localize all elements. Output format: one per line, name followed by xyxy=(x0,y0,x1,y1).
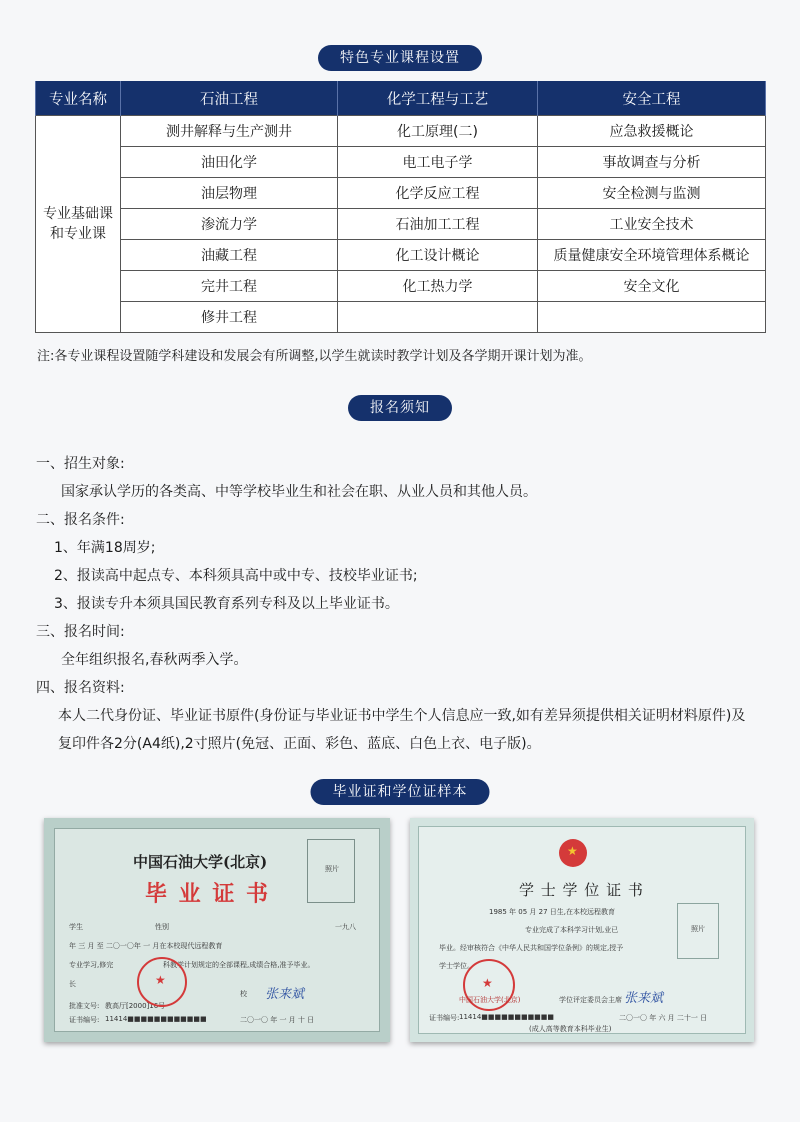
table-row xyxy=(36,302,766,333)
category-cell xyxy=(36,116,121,333)
table-cell: 工业安全技术 xyxy=(538,209,766,240)
table-row xyxy=(36,147,766,178)
table-cell: 化工热力学 xyxy=(338,271,538,302)
notice-condition-1: 1、年满18周岁; xyxy=(54,540,156,556)
table-cell: 渗流力学 xyxy=(121,209,338,240)
cert1-born: 一九八 xyxy=(335,923,356,931)
cert1-principal-signature: 张来斌 xyxy=(265,987,305,1002)
table-cell xyxy=(538,302,766,333)
notice-section-title: 报名须知 xyxy=(348,395,452,421)
table-cell: 修井工程 xyxy=(121,302,338,333)
notice-text-target: 国家承认学历的各类高、中等学校毕业生和社会在职、从业人员和其他人员。 xyxy=(61,484,537,500)
table-cell: 事故调查与分析 xyxy=(538,147,766,178)
cert1-name-label: 长 xyxy=(69,980,76,988)
table-cell: 完井工程 xyxy=(121,271,338,302)
table-cell: 安全文化 xyxy=(538,271,766,302)
cert1-title: 毕 业 证 书 xyxy=(145,882,270,907)
cert1-date: 二〇一〇 年 一 月 十 日 xyxy=(240,1016,315,1024)
table-row xyxy=(36,178,766,209)
table-cell: 油藏工程 xyxy=(121,240,338,271)
national-emblem-icon xyxy=(559,839,587,867)
notice-condition-3: 3、报读专升本须具国民教育系列专科及以上毕业证书。 xyxy=(54,596,399,612)
notice-heading-materials: 四、报名资料: xyxy=(36,680,125,696)
courses-table xyxy=(35,81,766,333)
table-row xyxy=(36,116,766,147)
notice-heading-conditions: 二、报名条件: xyxy=(36,512,125,528)
notice-materials-line: 本人二代身份证、毕业证书原件(身份证与毕业证书中学生个人信息应一致,如有差异须提供相关证明材料原件)及 xyxy=(58,708,746,724)
cert2-photo-label: 照片 xyxy=(691,925,705,933)
header-major-name: 专业名称 xyxy=(36,81,121,116)
category-line: 和专业课 xyxy=(50,226,106,242)
notice-text-materials xyxy=(36,702,766,758)
table-cell: 石油加工工程 xyxy=(338,209,538,240)
table-cell: 化工设计概论 xyxy=(338,240,538,271)
table-cell: 测井解释与生产测井 xyxy=(121,116,338,147)
cert2-date: 二〇一〇 年 六 月 二十一 日 xyxy=(619,1014,708,1022)
cert1-approval-label: 批准文号: xyxy=(69,1002,100,1010)
graduation-certificate-image xyxy=(44,818,390,1042)
samples-section-title: 毕业证和学位证样本 xyxy=(311,779,490,805)
table-cell: 电工电子学 xyxy=(338,147,538,178)
notice-text-time: 全年组织报名,春秋两季入学。 xyxy=(61,652,248,668)
notice-body xyxy=(36,450,766,758)
notice-heading-target: 一、招生对象: xyxy=(36,456,125,472)
table-row xyxy=(36,209,766,240)
cert1-approval-value: 教高厅[2000]16号 xyxy=(105,1002,166,1010)
cert1-cert-no-label: 证书编号: xyxy=(69,1016,100,1024)
table-cell: 油层物理 xyxy=(121,178,338,209)
table-row xyxy=(36,271,766,302)
cert2-line4: 学士学位。 xyxy=(439,962,474,970)
cert1-cert-no: 11414■■■■■■■■■■■■ xyxy=(105,1015,207,1023)
table-cell: 质量健康安全环境管理体系概论 xyxy=(538,240,766,271)
courses-note: 注:各专业课程设置随学科建设和发展会有所调整,以学生就读时教学计划及各学期开课计划为准。 xyxy=(37,349,592,364)
cert1-school: 中国石油大学(北京) xyxy=(133,853,268,871)
cert1-gender-label: 性别 xyxy=(155,923,169,931)
cert2-cert-no-label: 证书编号: xyxy=(429,1014,460,1022)
cert1-school-seal xyxy=(137,957,187,1007)
cert2-school: 中国石油大学(北京) xyxy=(459,996,521,1004)
header-petroleum-engineering: 石油工程 xyxy=(121,81,338,116)
table-row xyxy=(36,240,766,271)
table-cell: 应急救援概论 xyxy=(538,116,766,147)
cert2-footer: (成人高等教育本科毕业生) xyxy=(529,1025,612,1033)
cert2-line1: 1985 年 05 月 27 日生,在本校远程教育 xyxy=(489,908,615,916)
header-safety-engineering: 安全工程 xyxy=(538,81,766,116)
table-cell: 油田化学 xyxy=(121,147,338,178)
table-cell xyxy=(338,302,538,333)
cert2-line2: 专业完成了本科学习计划,业已 xyxy=(525,926,619,934)
emblem-star-icon: ★ xyxy=(567,844,578,858)
cert2-photo-box xyxy=(677,903,719,959)
cert2-seal-star-icon: ★ xyxy=(482,976,493,990)
table-header-row xyxy=(36,81,766,116)
cert1-seal-star-icon: ★ xyxy=(155,973,166,987)
cert2-committee: 学位评定委员会主席 xyxy=(559,996,622,1004)
cert1-student-label: 学生 xyxy=(69,923,83,931)
cert1-principal-label: 校 xyxy=(240,990,247,998)
notice-materials-line: 复印件各2分(A4纸),2寸照片(免冠、正面、彩色、蓝底、白色上衣、电子版)。 xyxy=(58,736,541,752)
cert1-period: 年 三 月 至 二〇一〇年 一 月在本校现代远程教育 xyxy=(69,942,223,950)
header-chemical-engineering: 化学工程与工艺 xyxy=(338,81,538,116)
courses-section-title: 特色专业课程设置 xyxy=(318,45,482,71)
degree-certificate-image xyxy=(410,818,754,1042)
cert1-program: 科教学计划规定的全部课程,成绩合格,准予毕业。 xyxy=(163,961,315,969)
cert1-photo-label: 照片 xyxy=(325,865,339,873)
cert1-photo-box xyxy=(307,839,355,903)
cert2-signature: 张来斌 xyxy=(624,991,664,1006)
notice-condition-2: 2、报读高中起点专、本科须具高中或中专、技校毕业证书; xyxy=(54,568,418,584)
cert2-line3: 毕业。经审核符合《中华人民共和国学位条例》的规定,授予 xyxy=(439,944,624,952)
table-cell: 化工原理(二) xyxy=(338,116,538,147)
table-cell: 化学反应工程 xyxy=(338,178,538,209)
cert2-cert-no: 11414■■■■■■■■■■■ xyxy=(459,1013,555,1021)
cert2-title: 学 士 学 位 证 书 xyxy=(519,881,644,899)
cert1-major: 专业学习,修完 xyxy=(69,961,114,969)
category-line: 专业基础课 xyxy=(43,206,113,222)
table-cell: 安全检测与监测 xyxy=(538,178,766,209)
notice-heading-time: 三、报名时间: xyxy=(36,624,125,640)
